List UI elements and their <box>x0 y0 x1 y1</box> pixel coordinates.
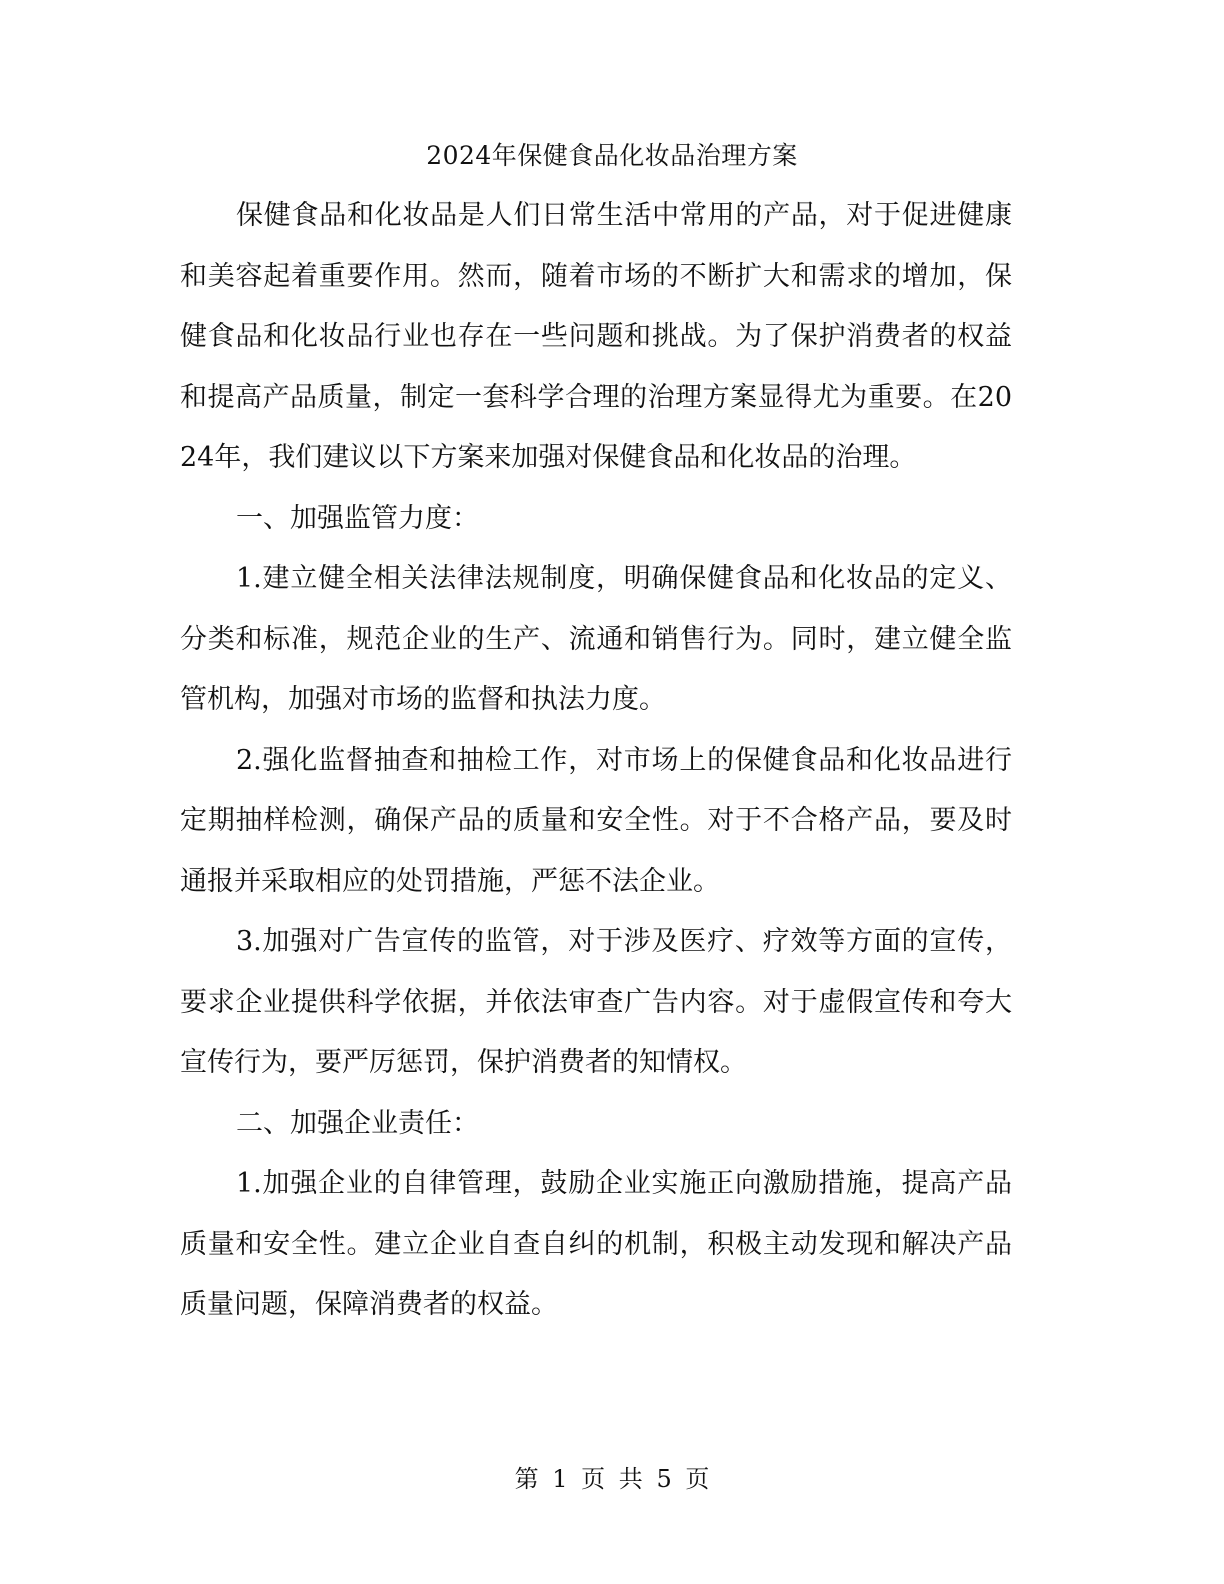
section-1-item-3: 3.加强对广告宣传的监管，对于涉及医疗、疗效等方面的宣传，要求企业提供科学依据，并依法审查广告内容。对于虚假宣传和夸大宣传行为，要严厉惩罚，保护消费者的知情权。 <box>180 926 1012 1078</box>
document-body <box>180 186 1012 1336</box>
section-heading-1: 一、加强监管力度： <box>236 502 479 534</box>
page-footer: 第 1 页 共 5 页 <box>514 1465 710 1493</box>
intro-paragraph: 保健食品和化妆品是人们日常生活中常用的产品，对于促进健康和美容起着重要作用。然而，随着市场的不断扩大和需求的增加，保健食品和化妆品行业也存在一些问题和挑战。为了保护消费者的权益和提高产品质量，制定一套科学合理的治理方案显得尤为重要。在2024年，我们建议以下方案来加强对保健食品和化妆品的治理。 <box>180 200 1012 473</box>
section-1-item-1: 1.建立健全相关法律法规制度，明确保健食品和化妆品的定义、分类和标准，规范企业的生产、流通和销售行为。同时，建立健全监管机构，加强对市场的监督和执法力度。 <box>180 563 1012 715</box>
document-title: 2024年保健食品化妆品治理方案 <box>426 141 798 170</box>
section-2-item-1: 1.加强企业的自律管理，鼓励企业实施正向激励措施，提高产品质量和安全性。建立企业自查自纠的机制，积极主动发现和解决产品质量问题，保障消费者的权益。 <box>180 1168 1012 1320</box>
section-heading-2: 二、加强企业责任： <box>236 1107 479 1139</box>
section-1-item-2: 2.强化监督抽查和抽检工作，对市场上的保健食品和化妆品进行定期抽样检测，确保产品的质量和安全性。对于不合格产品，要及时通报并采取相应的处罚措施，严惩不法企业。 <box>180 744 1012 897</box>
